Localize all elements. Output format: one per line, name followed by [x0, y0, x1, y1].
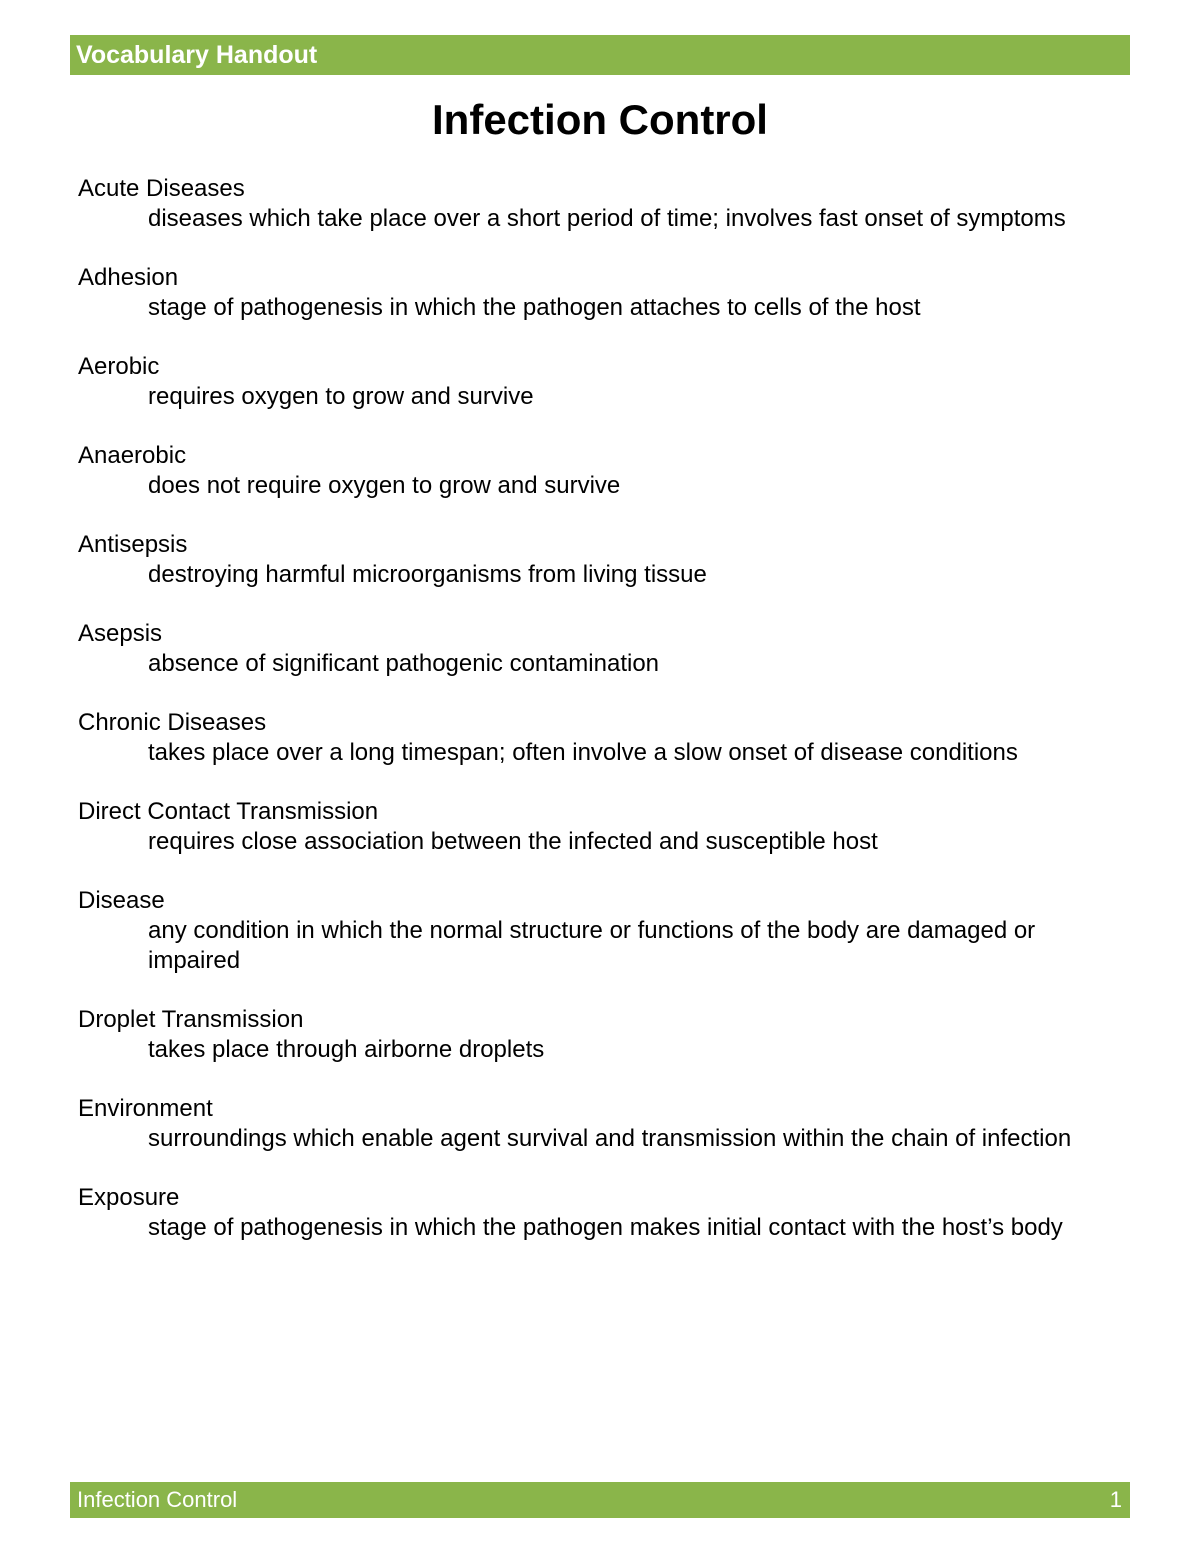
vocabulary-definition: requires oxygen to grow and survive	[148, 383, 534, 410]
vocabulary-term: Asepsis	[78, 620, 163, 647]
vocabulary-term: Acute Diseases	[78, 175, 245, 202]
vocabulary-term: Aerobic	[78, 353, 160, 380]
vocabulary-definition: absence of significant pathogenic contamination	[148, 650, 660, 677]
vocabulary-definition: requires close association between the infected and susceptible host	[148, 828, 878, 855]
vocabulary-entry	[78, 797, 1088, 857]
vocabulary-term: Environment	[78, 1095, 213, 1122]
vocabulary-list	[78, 174, 1088, 1272]
page-title: Infection Control	[432, 96, 768, 143]
vocabulary-term: Anaerobic	[78, 442, 187, 469]
vocabulary-entry	[78, 352, 1088, 412]
footer-bar	[70, 1482, 1130, 1518]
vocabulary-term: Droplet Transmission	[78, 1006, 304, 1033]
vocabulary-entry	[78, 263, 1088, 323]
vocabulary-definition: diseases which take place over a short period of time; involves fast onset of symptoms	[148, 205, 1066, 232]
handout-type-label: Vocabulary Handout	[76, 40, 318, 69]
vocabulary-definition: stage of pathogenesis in which the pathogen makes initial contact with the host’s body	[148, 1214, 1063, 1241]
page-number: 1	[1109, 1487, 1122, 1512]
vocabulary-entry	[78, 530, 1088, 590]
vocabulary-entry	[78, 886, 1088, 976]
vocabulary-definition: takes place through airborne droplets	[148, 1036, 545, 1063]
vocabulary-definition: takes place over a long timespan; often involve a slow onset of disease conditions	[148, 739, 1018, 766]
vocabulary-definition: stage of pathogenesis in which the pathogen attaches to cells of the host	[148, 294, 921, 321]
vocabulary-term: Antisepsis	[78, 531, 188, 558]
vocabulary-entry	[78, 1094, 1088, 1154]
vocabulary-definition: surroundings which enable agent survival and transmission within the chain of infection	[148, 1125, 1072, 1152]
vocabulary-term: Exposure	[78, 1184, 180, 1211]
vocabulary-term: Adhesion	[78, 264, 179, 291]
vocabulary-entry	[78, 441, 1088, 501]
vocabulary-definition: any condition in which the normal structure or functions of the body are damaged or impaired	[148, 917, 1036, 974]
footer-title: Infection Control	[77, 1487, 238, 1512]
vocabulary-entry	[78, 174, 1088, 234]
vocabulary-entry	[78, 1005, 1088, 1065]
vocabulary-term: Direct Contact Transmission	[78, 798, 379, 825]
vocabulary-entry	[78, 708, 1088, 768]
vocabulary-term: Chronic Diseases	[78, 709, 267, 736]
vocabulary-term: Disease	[78, 887, 165, 914]
vocabulary-definition: destroying harmful microorganisms from living tissue	[148, 561, 707, 588]
vocabulary-entry	[78, 1183, 1088, 1243]
vocabulary-entry	[78, 619, 1088, 679]
header-bar	[70, 35, 1130, 75]
vocabulary-definition: does not require oxygen to grow and survive	[148, 472, 621, 499]
